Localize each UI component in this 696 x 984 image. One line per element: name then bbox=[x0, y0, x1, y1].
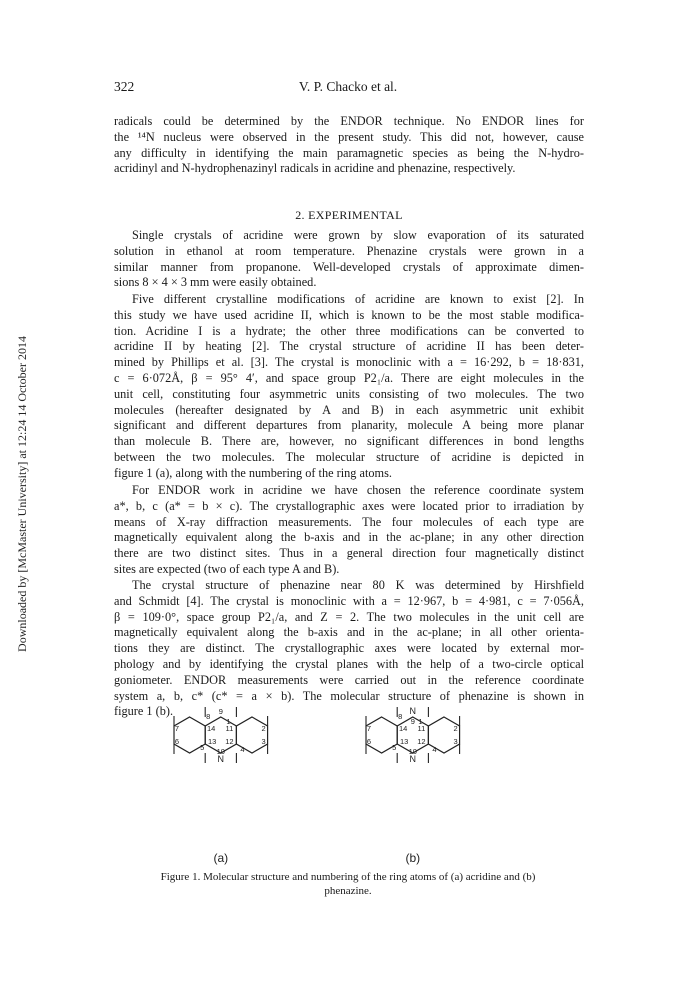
atom-label: 3 bbox=[261, 737, 266, 746]
atom-label: 7 bbox=[366, 724, 372, 733]
atom-label: 6 bbox=[174, 737, 180, 746]
atom-label: 10 bbox=[216, 747, 225, 756]
text-line: system a, b, c* (c* = a × b). The molecular structure of phenazine is shown in bbox=[114, 688, 584, 703]
atom-label: 5 bbox=[200, 743, 205, 752]
atom-label: 6 bbox=[366, 737, 372, 746]
atom-label: 8 bbox=[398, 712, 403, 721]
text-line: figure 1 (b). bbox=[114, 704, 174, 719]
panel-label: (b) bbox=[405, 851, 421, 865]
text-line: magnetically equivalent along the b-axis and in the ac-plane; in all other orienta- bbox=[114, 625, 584, 640]
atom-label: 14 bbox=[207, 724, 216, 733]
atom-label: 10 bbox=[408, 747, 417, 756]
text-line: tion. Acridine I is a hydrate; the other three modifications can be converted to bbox=[114, 323, 584, 338]
download-watermark: Downloaded by [McMaster University] at 12:24 14 October 2014 bbox=[15, 336, 29, 652]
text-line: the ¹⁴N nucleus were observed in the present study. This did not, however, cause bbox=[114, 129, 584, 144]
atom-label: 7 bbox=[174, 724, 180, 733]
text-line: The crystal structure of phenazine near 80 K was determined by Hirshfield bbox=[132, 578, 584, 592]
atom-label: 2 bbox=[453, 724, 458, 733]
text-line: Single crystals of acridine were grown by slow evaporation of its saturated bbox=[132, 228, 584, 242]
atom-label: 11 bbox=[225, 724, 234, 733]
text-line: c = 6·072Å, β = 95° 4′, and space group P2₁/a. There are eight molecules in the bbox=[114, 370, 584, 385]
page-number: 322 bbox=[114, 79, 135, 94]
figure-caption bbox=[104, 870, 592, 898]
text-line: tions they are distinct. The crystallographic axes were located by external mor- bbox=[114, 641, 584, 656]
text-line: β = 109·0°, space group P2₁/a, and Z = 2. The two molecules in the unit cell are bbox=[114, 609, 584, 624]
atom-label: 12 bbox=[225, 737, 234, 746]
caption-line: phenazine. bbox=[324, 885, 372, 897]
text-line: there are two distinct sites. Thus in a general direction four magnetically distinct bbox=[114, 546, 584, 561]
text-line: Five different crystalline modifications of acridine are known to exist [2]. In bbox=[132, 292, 584, 306]
paragraph-2 bbox=[114, 228, 584, 291]
paragraph-4 bbox=[114, 483, 584, 578]
text-line: significant and different departures from planarity, molecule A being more planar bbox=[114, 418, 584, 433]
text-line: a*, b, c (a* = b × c). The crystallographic axes were located prior to irradiation by bbox=[114, 498, 584, 513]
atom-label: 13 bbox=[208, 737, 217, 746]
panel-label: (a) bbox=[213, 851, 229, 865]
atom-label: 1 bbox=[226, 717, 231, 726]
atom-label: 9 bbox=[410, 717, 415, 726]
paragraph-1 bbox=[114, 114, 584, 177]
atom-label: N bbox=[217, 754, 225, 764]
text-line: sites are expected (two of each type A and B). bbox=[114, 561, 340, 576]
caption-line: Figure 1. Molecular structure and numbering of the ring atoms of (a) acridine and (b) bbox=[160, 871, 536, 883]
text-line: acridine II by heating [2]. The crystal structure of acridine II has been deter- bbox=[114, 339, 584, 354]
molecular-structure-diagram bbox=[170, 644, 530, 866]
atom-label: 2 bbox=[261, 724, 266, 733]
text-line: solution in ethanol at room temperature. Phenazine crystals were grown in a bbox=[114, 243, 584, 258]
text-line: figure 1 (a), along with the numbering of the ring atoms. bbox=[114, 465, 392, 480]
atom-label: 5 bbox=[392, 743, 397, 752]
atom-label: 9 bbox=[218, 707, 223, 716]
text-line: and Schmidt [4]. The crystal is monoclinic with a = 12·967, b = 4·981, c = 7·056Å, bbox=[114, 593, 584, 608]
text-line: molecules (hereafter designated by A and B) in each asymmetric unit exhibit bbox=[114, 402, 584, 417]
text-line: any difficulty in identifying the main paramagnetic species as being the N-hydro- bbox=[114, 145, 584, 160]
text-line: magnetically equivalent along the b-axis and in the ac-plane; in any other direction bbox=[114, 530, 584, 545]
section-heading: 2. EXPERIMENTAL bbox=[295, 208, 403, 222]
text-line: acridinyl and N-hydrophenazinyl radicals in acridine and phenazine, respectively. bbox=[114, 161, 516, 176]
text-line: mined by Phillips et al. [3]. The crystal is monoclinic with a = 16·292, b = 18·831, bbox=[114, 355, 584, 370]
atom-label: 11 bbox=[417, 724, 426, 733]
atom-label: 12 bbox=[417, 737, 426, 746]
text-line: similar manner from propanone. Well-developed crystals of approximate dimen- bbox=[114, 259, 584, 274]
atom-label: 4 bbox=[432, 745, 437, 754]
atom-label: N bbox=[409, 754, 417, 764]
text-line: goniometer. ENDOR measurements were carried out in the reference coordinate bbox=[114, 672, 584, 687]
text-line: means of X-ray diffraction measurements. The four molecules of each type are bbox=[114, 514, 584, 529]
text-line: For ENDOR work in acridine we have chosen the reference coordinate system bbox=[132, 483, 584, 497]
atom-label: 8 bbox=[206, 712, 211, 721]
text-line: between the two molecules. The molecular structure of acridine is depicted in bbox=[114, 449, 584, 464]
atom-label: 14 bbox=[399, 724, 408, 733]
atom-label: 1 bbox=[418, 717, 423, 726]
figure-1 bbox=[170, 644, 530, 866]
page-header bbox=[114, 79, 582, 97]
text-line: phology and by identifying the crystal planes with the help of a two-circle optical bbox=[114, 656, 584, 671]
atom-label: N bbox=[409, 706, 417, 716]
text-line: sions 8 × 4 × 3 mm were easily obtained. bbox=[114, 275, 317, 290]
text-line: unit cell, constituting four asymmetric units consisting of two molecules. The two bbox=[114, 386, 584, 401]
atom-label: 4 bbox=[240, 745, 245, 754]
text-line: this study we have used acridine II, which is known to be the most stable modifica- bbox=[114, 307, 584, 322]
paragraph-3 bbox=[114, 292, 584, 482]
running-head: V. P. Chacko et al. bbox=[298, 79, 398, 94]
text-line: than molecule B. There are, however, no significant differences in bond lengths bbox=[114, 434, 584, 449]
atom-label: 3 bbox=[453, 737, 458, 746]
text-line: radicals could be determined by the ENDOR technique. No ENDOR lines for bbox=[114, 114, 584, 128]
atom-label: 13 bbox=[400, 737, 409, 746]
